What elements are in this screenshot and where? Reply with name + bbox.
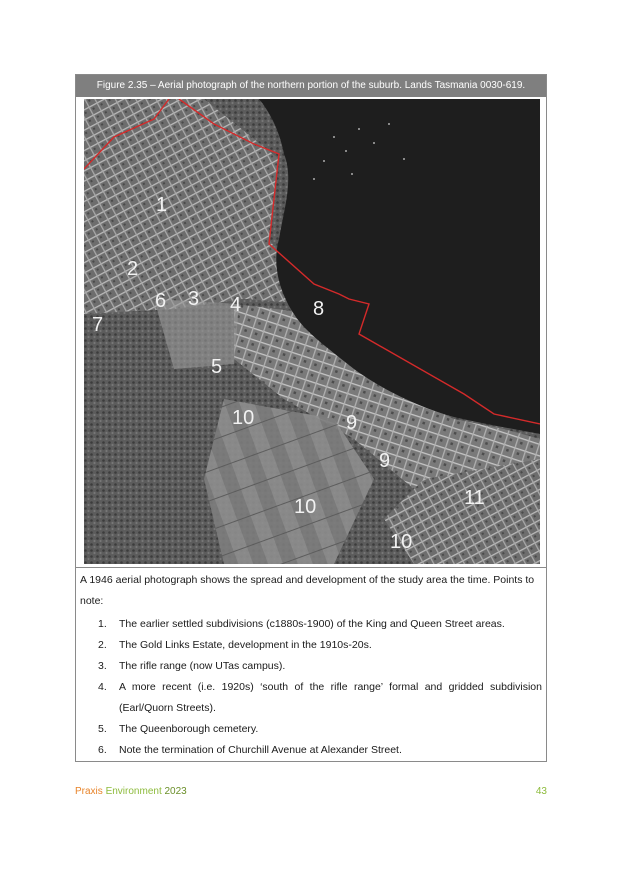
figure-box xyxy=(75,74,547,762)
list-number: 2. xyxy=(98,639,107,651)
list-number: 5. xyxy=(98,723,107,735)
list-item xyxy=(80,740,542,761)
page-number: 43 xyxy=(535,786,547,797)
map-label: 5 xyxy=(211,356,223,378)
page-footer xyxy=(75,786,547,800)
footer-brand-environment: Environment xyxy=(105,786,162,797)
list-item xyxy=(80,656,542,677)
list-item xyxy=(80,677,542,719)
figure-caption: Figure 2.35 – Aerial photograph of the northern portion of the suburb. Lands Tasmania 0030-619. xyxy=(76,75,546,97)
aerial-photograph-image xyxy=(84,99,540,564)
list-number: 1. xyxy=(98,618,107,630)
map-label: 8 xyxy=(313,298,325,320)
list-item xyxy=(80,614,542,635)
list-number: 4. xyxy=(98,681,107,693)
list-text: A more recent (i.e. 1920s) ‘south of the rifle range’ formal and gridded subdivision (Earl/Quorn Streets). xyxy=(119,681,542,714)
list-item xyxy=(80,635,542,656)
list-text: The rifle range (now UTas campus). xyxy=(119,660,286,672)
footer-year: 2023 xyxy=(164,786,187,797)
divider xyxy=(76,567,546,568)
map-label: 1 xyxy=(156,194,168,216)
map-label: 2 xyxy=(127,258,139,280)
map-label: 3 xyxy=(188,288,200,310)
map-label: 4 xyxy=(230,294,242,316)
points-list xyxy=(80,614,542,761)
map-label: 6 xyxy=(155,290,167,312)
map-label: 7 xyxy=(92,314,104,336)
list-text: The Queenborough cemetery. xyxy=(119,723,259,735)
map-label: 11 xyxy=(464,487,485,509)
map-label: 10 xyxy=(294,496,317,518)
notes-intro: A 1946 aerial photograph shows the spread and development of the study area the time. Points to note: xyxy=(80,574,535,607)
list-text: The Gold Links Estate, development in the 1910s-20s. xyxy=(119,639,372,651)
map-label: 10 xyxy=(390,531,413,553)
list-item xyxy=(80,719,542,740)
map-label: 10 xyxy=(232,407,255,429)
list-text: The earlier settled subdivisions (c1880s-1900) of the King and Queen Street areas. xyxy=(119,618,505,630)
list-number: 6. xyxy=(98,744,107,756)
figure-notes xyxy=(80,570,542,761)
list-text: Note the termination of Churchill Avenue at Alexander Street. xyxy=(119,744,402,756)
list-number: 3. xyxy=(98,660,107,672)
map-label: 9 xyxy=(346,412,358,434)
footer-brand-praxis: Praxis xyxy=(75,786,103,797)
aerial-photograph xyxy=(84,99,540,564)
map-label: 9 xyxy=(379,450,391,472)
